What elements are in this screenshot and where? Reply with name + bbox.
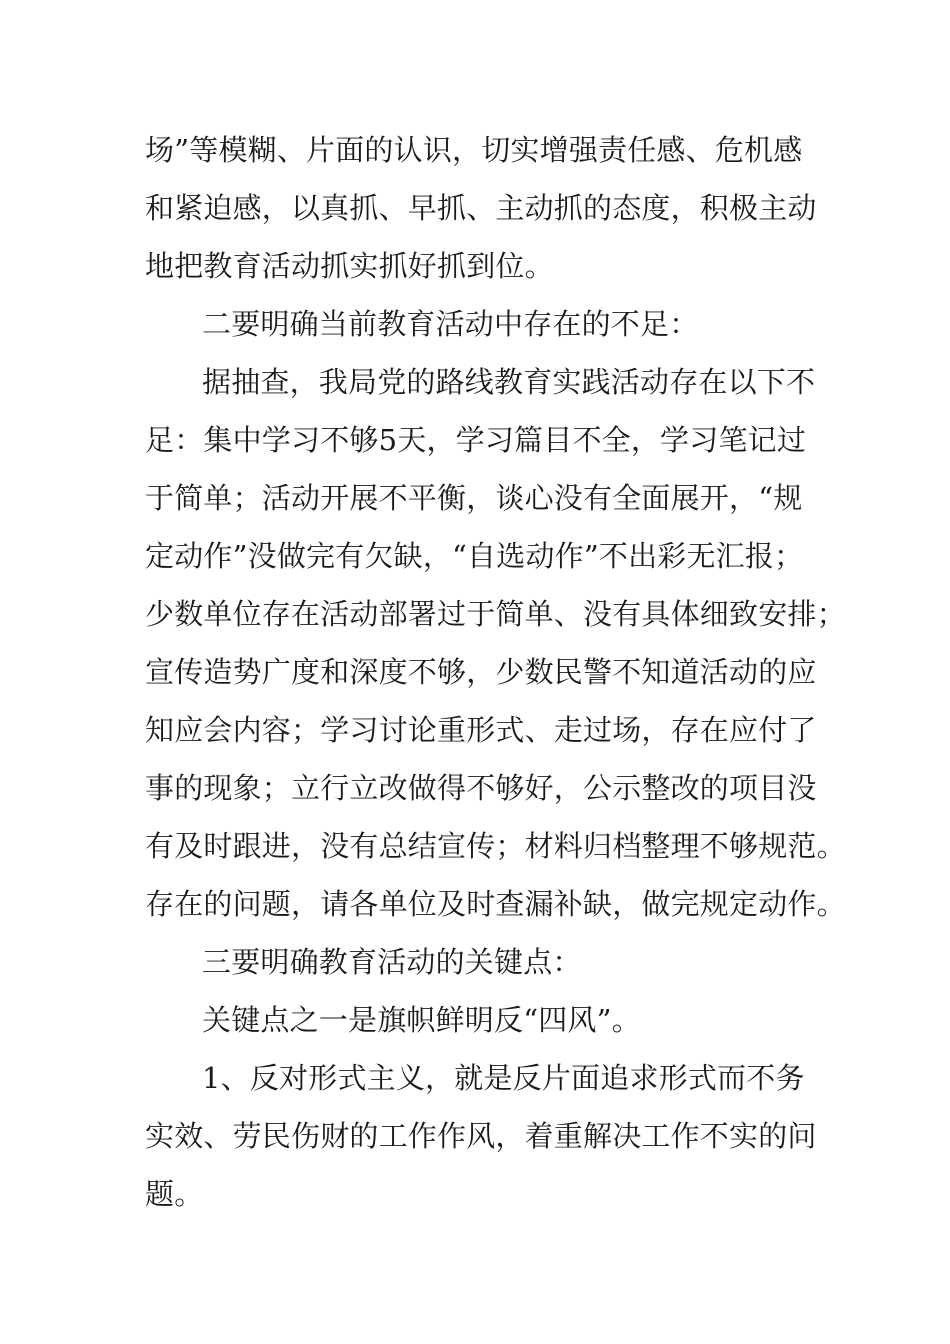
text-line: 存在的问题，请各单位及时查漏补缺，做完规定动作。 (145, 887, 846, 921)
text-line: 知应会内容；学习讨论重形式、走过场，存在应付了 (145, 713, 817, 747)
text-line: 和紧迫感，以真抓、早抓、主动抓的态度，积极主动 (145, 191, 817, 225)
text-line: 实效、劳民伤财的工作作风，着重解决工作不实的问 (145, 1119, 817, 1153)
section-heading: 三要明确教育活动的关键点： (202, 945, 582, 979)
text-line: 地把教育活动抓实抓好抓到位。 (145, 249, 554, 283)
text-line: 定动作”没做完有欠缺，“自选动作”不出彩无汇报； (145, 539, 804, 573)
text-line: 宣传造势广度和深度不够，少数民警不知道活动的应 (145, 655, 817, 689)
text-line: 题。 (145, 1177, 204, 1211)
list-item: 1、反对形式主义，就是反片面追求形式而不务 (202, 1061, 805, 1095)
text-line: 于简单；活动开展不平衡，谈心没有全面展开，“规 (145, 481, 803, 515)
text-line: 有及时跟进，没有总结宣传；材料归档整理不够规范。 (145, 829, 846, 863)
text-line: 关键点之一是旗帜鲜明反“四风”。 (202, 1003, 641, 1037)
section-heading: 二要明确当前教育活动中存在的不足： (202, 307, 699, 341)
text-line: 据抽查，我局党的路线教育实践活动存在以下不 (202, 365, 816, 399)
text-line: 少数单位存在活动部署过于简单、没有具体细致安排； (145, 597, 846, 631)
text-line: 足：集中学习不够5天，学习篇目不全，学习笔记过 (145, 423, 807, 457)
text-line: 事的现象；立行立改做得不够好，公示整改的项目没 (145, 771, 817, 805)
text-line: 场”等模糊、片面的认识，切实增强责任感、危机感 (145, 133, 803, 167)
